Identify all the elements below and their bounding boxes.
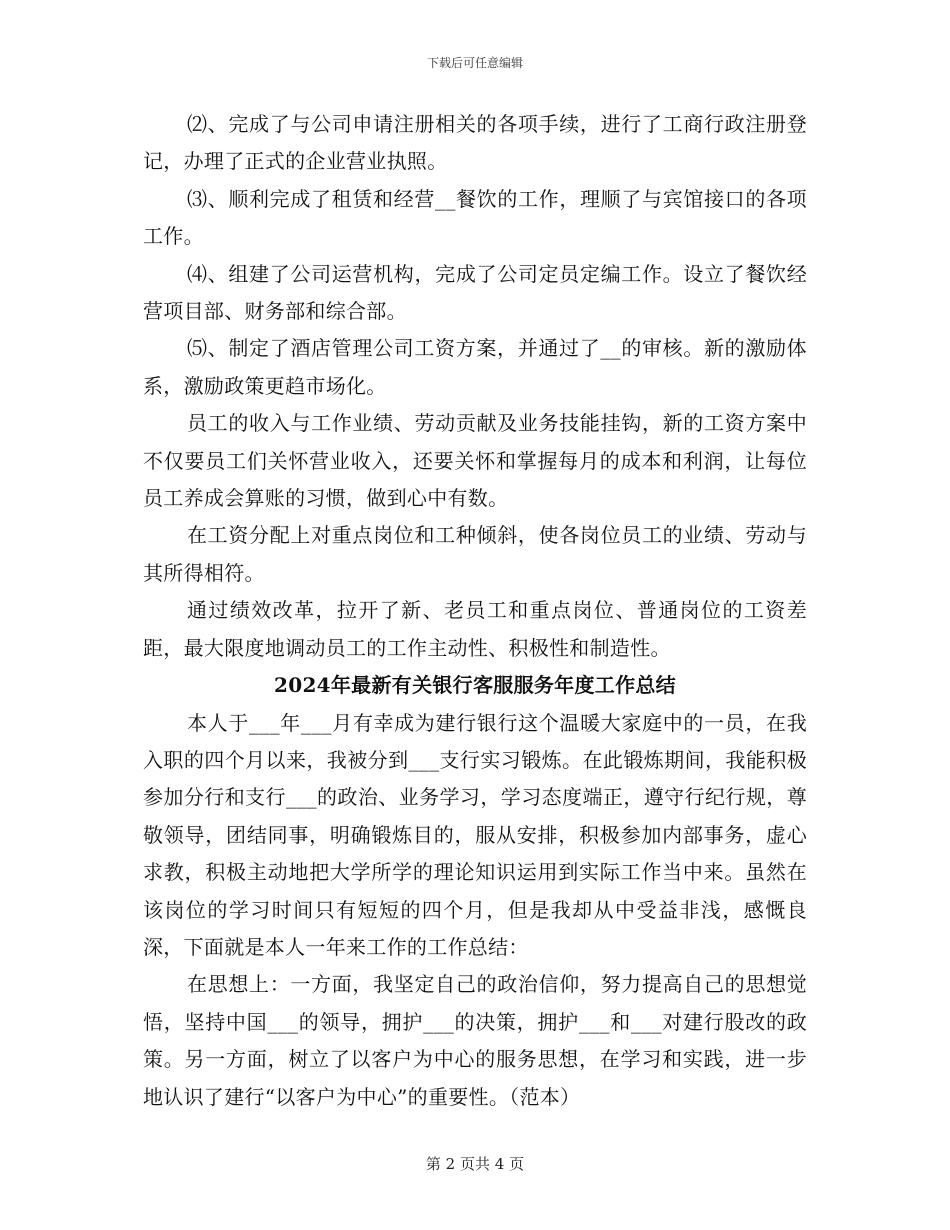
paragraph: ⑶、顺利完成了租赁和经营__餐饮的工作，理顺了与宾馆接口的各项工作。 <box>143 186 807 249</box>
paragraph: 本人于___年___月有幸成为建行银行这个温暖大家庭中的一员，在我入职的四个月以来，我被分到___支行实习锻炼。在此锻炼期间，我能积极参加分行和支行___的政治、业务学习，学习态度端正，遵守行纪行规，尊敬领导，团结同事，明确锻炼目的，服从安排，积极参加内部事务，虚心求教，积极主动地把大学所学的理论知识运用到实际工作当中来。虽然在该岗位的学习时间只有短短的四个月，但是我却从中受益非浅，感慨良深，下面就是本人一年来工作的工作总结： <box>143 710 807 959</box>
paragraph: 通过绩效改革，拉开了新、老员工和重点岗位、普通岗位的工资差距，最大限度地调动员工的工作主动性、积极性和制造性。 <box>143 598 807 660</box>
page-footer: 第 2 页共 4 页 <box>425 1155 525 1173</box>
section-title: 2024年最新有关银行客服服务年度工作总结 <box>274 673 676 698</box>
document-body <box>143 106 807 1116</box>
paragraph: 在思想上：一方面，我坚定自己的政治信仰，努力提高自己的思想觉悟，坚持中国___的领导，拥护___的决策，拥护___和___对建行股改的政策。另一方面，树立了以客户为中心的服务思想，在学习和实践，进一步地认识了建行“以客户为中心”的重要性。（范本） <box>143 972 807 1109</box>
paragraph: ⑵、完成了与公司申请注册相关的各项手续，进行了工商行政注册登记，办理了正式的企业营业执照。 <box>143 112 807 174</box>
paragraph: 在工资分配上对重点岗位和工种倾斜，使各岗位员工的业绩、劳动与其所得相符。 <box>143 523 807 585</box>
page-header: 下载后可任意编辑 <box>426 56 523 70</box>
paragraph: 员工的收入与工作业绩、劳动贡献及业务技能挂钩，新的工资方案中不仅要员工们关怀营业收入，还要关怀和掌握每月的成本和利润，让每位员工养成会算账的习惯，做到心中有数。 <box>143 411 807 511</box>
paragraph: ⑸、制定了酒店管理公司工资方案，并通过了__的审核。新的激励体系，激励政策更趋市场化。 <box>143 336 807 398</box>
paragraph: ⑷、组建了公司运营机构，完成了公司定员定编工作。设立了餐饮经营项目部、财务部和综合部。 <box>143 261 807 324</box>
